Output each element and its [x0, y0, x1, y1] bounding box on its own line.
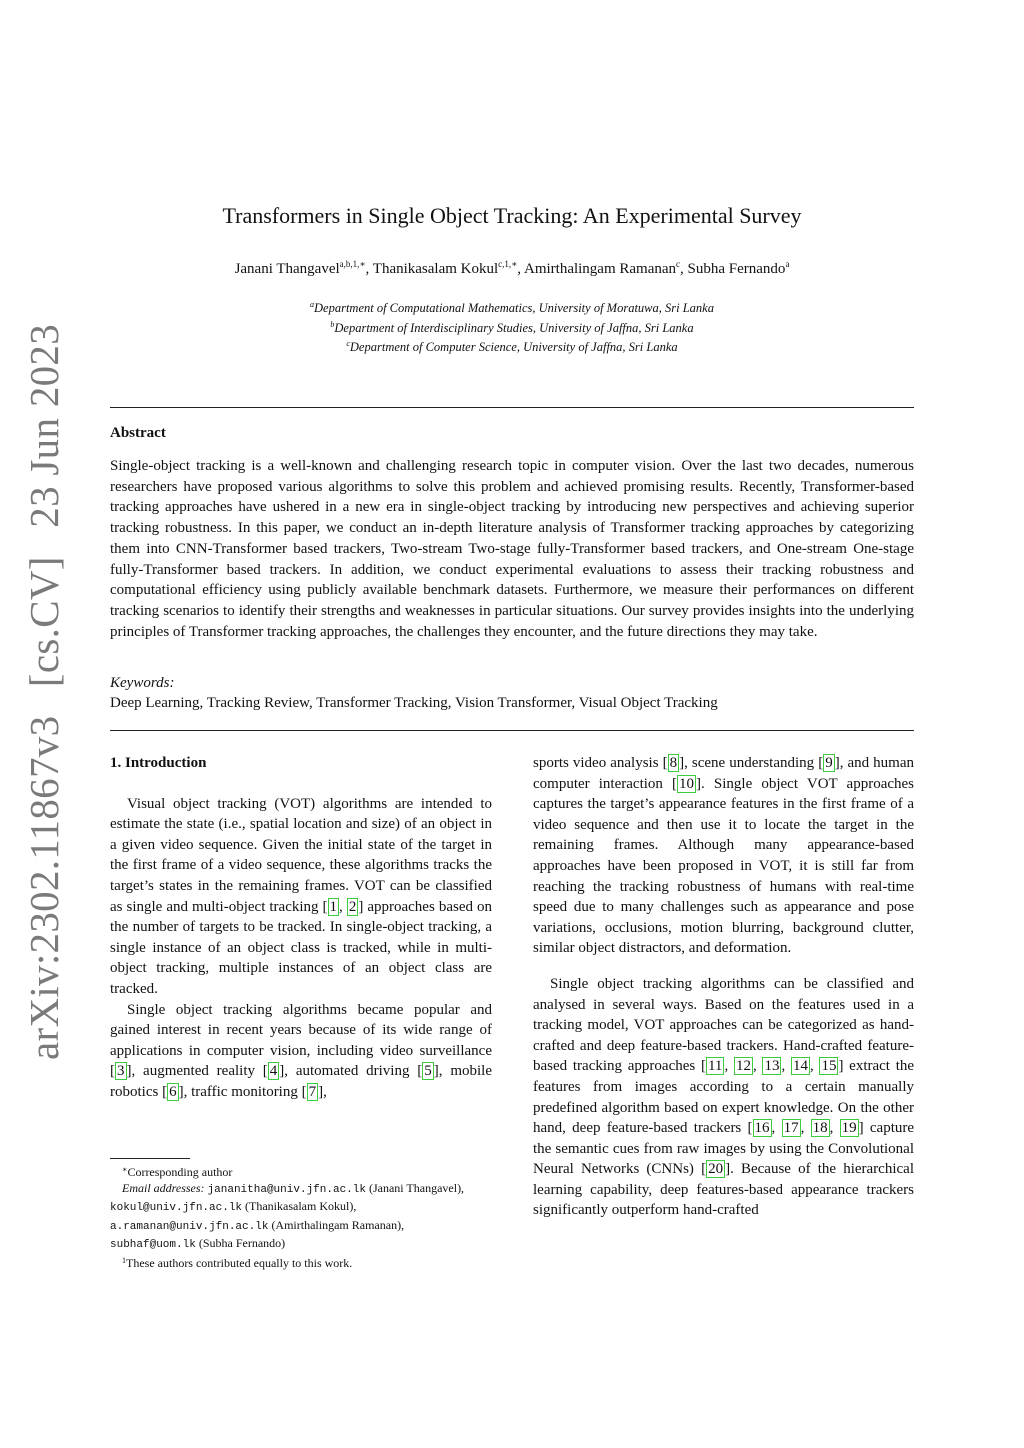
email-address[interactable]: subhaf@uom.lk	[110, 1238, 196, 1251]
intro-paragraph-1: Visual object tracking (VOT) algorithms are intended to estimate the state (i.e., spatial location and size) of an object in a given video sequence. Given the initial state of the target in the first frame of a video sequence, these algorithms tracks the target’s states in the remaining frames. VOT can be classified as single and multi-object tracking [ 1 , 2 ] approaches based on the number of targets to be tracked. In single-object tracking, a single instance of an object class is tracked, while in multi-object tracking, multiple instances of an object class are tracked.	[110, 795, 492, 997]
citation-link[interactable]: 20	[708, 1161, 724, 1178]
paper-title: Transformers in Single Object Tracking: An Experimental Survey	[222, 203, 802, 228]
email-address[interactable]: a.ramanan@univ.jfn.ac.lk	[110, 1220, 269, 1233]
citation-link[interactable]: 8	[669, 755, 678, 771]
keywords-heading: Keywords:	[110, 675, 175, 691]
intro-paragraph-4: Single object tracking algorithms can be classified and analysed in several ways. Based on the features used in a tracking model, VOT approaches can be categorized as hand-crafted and deep feature-based trackers. Hand-crafted feature-based tracking approaches [ 11 , 12 , 13 , 14 , 15 ] extract the features from images according to a certain manually predefined algorithm based on expert knowledge. On the other hand, deep feature-based trackers [ 16 , 17 , 18 , 19 ] capture the semantic cues from raw images by using the Convolutional Neural Networks (CNNs) [ 20 ]. Because of the hierarchical learning capability, deep features-based appearance trackers significantly outperform hand-crafted	[533, 975, 915, 1219]
keywords-text: Deep Learning, Tracking Review, Transformer Tracking, Vision Transformer, Visual Object Tracking	[110, 695, 718, 711]
intro-paragraph-2: Single object tracking algorithms became popular and gained interest in recent years because of its wide range of applications in computer vision, including video surveillance [ 3 ], augmented reality [ 4 ], automated driving [ 5 ], mobile robotics [ 6 ], traffic monitoring [ 7 ],	[110, 1001, 492, 1100]
abstract-text: Single-object tracking is a well-known and challenging research topic in computer vision. Over the last two decades, numerous researchers have proposed various algorithms to solve this problem and achieved promising results. Recently, Transformer-based tracking approaches have ushered in a new era in single-object tracking by introducing new perspectives and achieving superior tracking robustness. In this paper, we conduct an in-depth literature analysis of Transformer tracking approaches by categorizing them into CNN-Transformer based trackers, Two-stream Two-stage fully-Transformer based trackers, and One-stream One-stage fully-Transformer based trackers. In addition, we conduct experimental evaluations to assess their tracking robustness and computational efficiency using publicly available benchmark datasets. Furthermore, we measure their performances on different tracking scenarios to identify their strengths and weaknesses in particular situations. Our survey provides insights into the underlying principles of Transformer tracking approaches, the challenges they encounter, and the future directions they may take.	[110, 458, 914, 640]
citation-link[interactable]: 9	[825, 755, 833, 771]
citation-link[interactable]: 18	[812, 1120, 828, 1137]
abstract-heading: Abstract	[110, 425, 166, 441]
citation-link[interactable]: 6	[169, 1083, 177, 1100]
citation-link[interactable]: 12	[735, 1058, 751, 1075]
citation-link[interactable]: 4	[269, 1063, 278, 1080]
author-affiliation-marks: a,b,1,∗	[339, 259, 366, 269]
intro-paragraph-3: sports video analysis [ 8 ], scene understanding [ 9 ], and human computer interaction [ 10 ]. Single object VOT approaches captures the target’s appearance features in the first frame of a video sequence and then use it to locate the target in the remaining frames. Although many appearance-based approaches have been proposed in VOT, it is still far from reaching the tracking robustness of humans with real-time speed due to many challenges such as appearance and pose variations, occlusions, motion blurring, background clutter, similar object distractors, and deformation.	[533, 755, 915, 957]
citation-link[interactable]: 16	[754, 1120, 770, 1137]
abstract-bottom-rule	[110, 730, 914, 731]
email-owner: (Subha Fernando)	[198, 1235, 286, 1250]
author-name: Thanikasalam Kokul	[372, 261, 499, 277]
affiliation-text: Department of Computer Science, University of Jaffna, Sri Lanka	[349, 340, 678, 354]
right-column	[533, 753, 914, 1221]
citation-link[interactable]: 10	[679, 775, 695, 792]
citation-link[interactable]: 2	[348, 898, 357, 915]
citation-link[interactable]: 5	[424, 1063, 432, 1080]
author-affiliation-marks: c	[676, 259, 681, 269]
section-heading-introduction: 1. Introduction	[110, 755, 207, 771]
arxiv-id: arXiv:2302.11867v3	[21, 715, 67, 1060]
author-name: Subha Fernando	[687, 261, 786, 277]
author-affiliation-marks: a	[785, 259, 790, 269]
citation-link[interactable]: 17	[783, 1120, 799, 1137]
citation-link[interactable]: 11	[707, 1058, 723, 1075]
footnote-email-addresses	[110, 1180, 492, 1253]
affiliation-mark: b	[330, 319, 335, 329]
email-label: Email addresses:	[122, 1181, 205, 1196]
affiliation-line	[0, 317, 1024, 337]
affiliation-mark: a	[310, 300, 314, 309]
footnote-corresponding: ∗Corresponding author	[122, 1165, 233, 1179]
affiliation-line	[0, 336, 1024, 356]
arxiv-category: [cs.CV]	[21, 556, 67, 688]
author-name: Amirthalingam Ramanan	[523, 261, 677, 277]
email-address[interactable]: jananitha@univ.jfn.ac.lk	[207, 1184, 366, 1197]
abstract-top-rule	[110, 407, 914, 408]
citation-link[interactable]: 14	[792, 1058, 808, 1075]
affiliation-text: Department of Interdisciplinary Studies, University of Jaffna, Sri Lanka	[334, 320, 694, 335]
author-affiliation-marks: c,1,∗	[498, 259, 518, 269]
left-column	[110, 753, 492, 1103]
email-owner: (Amirthalingam Ramanan),	[271, 1217, 405, 1232]
footnote-rule	[110, 1158, 190, 1159]
email-owner: (Thanikasalam Kokul),	[245, 1199, 357, 1214]
affiliation-line	[0, 297, 1024, 317]
citation-link[interactable]: 1	[329, 898, 338, 915]
footnotes	[110, 1162, 492, 1271]
citation-link[interactable]: 13	[764, 1058, 780, 1075]
email-address[interactable]: kokul@univ.jfn.ac.lk	[110, 1202, 243, 1215]
footnote-equal-contribution: $^1$These authors contributed equally to this work.	[122, 1256, 353, 1271]
citation-link[interactable]: 3	[117, 1063, 125, 1080]
citation-link[interactable]: 15	[821, 1058, 837, 1075]
author-name: Janani Thangavel	[234, 261, 340, 277]
affiliation-mark: c	[346, 339, 350, 348]
arxiv-identifier-stamp	[20, 306, 68, 1060]
email-owner: (Janani Thangavel),	[368, 1181, 465, 1196]
citation-link[interactable]: 7	[308, 1083, 317, 1100]
arxiv-date: 23 Jun 2023	[21, 323, 67, 528]
author-list: Janani Thangavel$^{a,b,1,∗}$, Thanikasalam Kokul$^{c,1,∗}$, Amirthalingam Ramanan$^c$, Subha Fernando$^a$	[234, 259, 790, 277]
citation-link[interactable]: 19	[841, 1120, 857, 1137]
affiliation-text: Department of Computational Mathematics, University of Moratuwa, Sri Lanka	[314, 301, 714, 315]
affiliation-list	[0, 297, 1024, 356]
